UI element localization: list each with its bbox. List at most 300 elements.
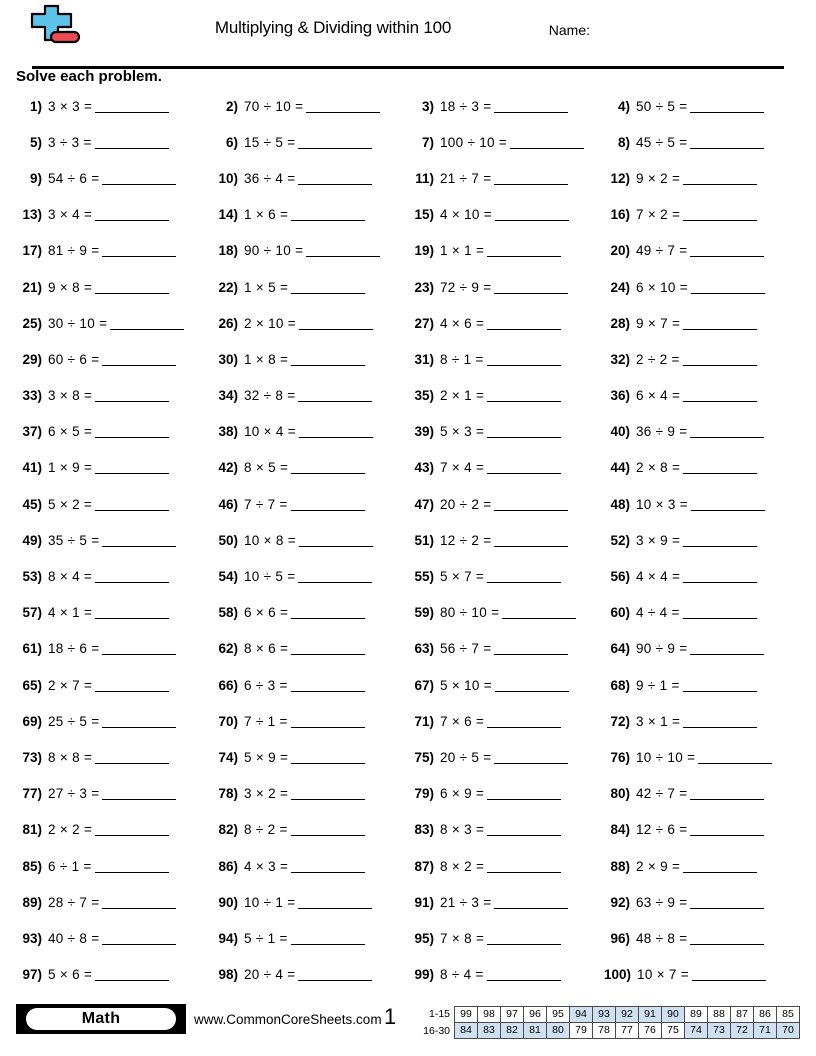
problem-expression: 20 ÷ 5 =	[440, 749, 492, 765]
problem-expression: 1 × 9 =	[48, 460, 93, 476]
problem-expression: 7 × 4 =	[440, 460, 485, 476]
answer-blank[interactable]	[291, 751, 365, 764]
scale-cell: 80	[547, 1023, 570, 1038]
problem-expression: 9 × 7 =	[636, 315, 681, 331]
problem-number: 81)	[22, 822, 42, 838]
problem-expression: 5 × 2 =	[48, 496, 93, 512]
problem-item	[212, 884, 408, 920]
answer-blank[interactable]	[102, 715, 176, 728]
problem-number: 13)	[22, 207, 42, 223]
problem-number: 66)	[218, 677, 238, 693]
problem-expression: 3 × 1 =	[636, 713, 681, 729]
problem-item	[16, 233, 212, 269]
scale-cell: 96	[524, 1007, 547, 1022]
problem-item	[212, 233, 408, 269]
problem-item	[604, 197, 800, 233]
problem-number: 2)	[225, 98, 238, 114]
answer-blank[interactable]	[95, 606, 169, 619]
answer-blank[interactable]	[95, 860, 169, 873]
answer-blank[interactable]	[291, 498, 365, 511]
answer-blank[interactable]	[291, 932, 365, 945]
problem-item	[408, 233, 604, 269]
problem-number: 44)	[610, 460, 630, 476]
problem-item	[16, 450, 212, 486]
answer-blank[interactable]	[487, 823, 561, 836]
problem-number: 24)	[610, 279, 630, 295]
problem-number: 4)	[617, 98, 630, 114]
answer-blank[interactable]	[299, 534, 373, 547]
problem-expression: 56 ÷ 7 =	[440, 641, 492, 657]
problem-item	[212, 739, 408, 775]
problem-item	[408, 812, 604, 848]
scale-cell: 98	[478, 1007, 501, 1022]
problem-item	[212, 957, 408, 993]
answer-blank[interactable]	[690, 425, 764, 438]
answer-blank[interactable]	[494, 642, 568, 655]
problem-number: 86)	[218, 858, 238, 874]
problem-number: 46)	[218, 496, 238, 512]
answer-blank[interactable]	[487, 570, 561, 583]
answer-blank[interactable]	[683, 570, 757, 583]
answer-blank[interactable]	[690, 100, 764, 113]
problem-number: 11)	[415, 170, 434, 186]
problem-number: 100)	[604, 967, 632, 983]
scale-cell: 82	[501, 1023, 524, 1038]
answer-blank[interactable]	[95, 100, 169, 113]
scale-cell: 92	[616, 1007, 639, 1022]
answer-blank[interactable]	[291, 606, 365, 619]
worksheet-footer	[16, 1004, 800, 1044]
problem-expression: 27 ÷ 3 =	[48, 786, 100, 802]
answer-blank[interactable]	[95, 679, 169, 692]
problem-number: 76)	[610, 749, 630, 765]
problem-expression: 8 × 2 =	[440, 858, 485, 874]
answer-blank[interactable]	[691, 281, 765, 294]
problem-expression: 7 × 6 =	[440, 713, 485, 729]
answer-blank[interactable]	[306, 244, 380, 257]
problem-item	[212, 197, 408, 233]
answer-blank[interactable]	[487, 715, 561, 728]
problem-expression: 8 ÷ 4 =	[440, 967, 484, 983]
problem-item	[408, 197, 604, 233]
problem-number: 71)	[414, 713, 434, 729]
problem-expression: 80 ÷ 10 =	[440, 605, 500, 621]
problem-expression: 30 ÷ 10 =	[48, 315, 108, 331]
answer-blank[interactable]	[298, 172, 372, 185]
problem-number: 55)	[414, 569, 434, 585]
answer-blank[interactable]	[683, 715, 757, 728]
problem-number: 40)	[610, 424, 630, 440]
problem-item	[212, 269, 408, 305]
problem-item	[212, 450, 408, 486]
problem-expression: 9 × 8 =	[48, 279, 93, 295]
answer-blank[interactable]	[494, 896, 568, 909]
problem-number: 50)	[218, 532, 238, 548]
problem-item	[212, 160, 408, 196]
problem-item	[212, 812, 408, 848]
problem-number: 52)	[610, 532, 630, 548]
problem-item	[212, 305, 408, 341]
problem-item	[16, 776, 212, 812]
answer-blank[interactable]	[510, 136, 584, 149]
answer-blank[interactable]	[291, 715, 365, 728]
problem-expression: 5 ÷ 1 =	[244, 930, 288, 946]
problem-number: 37)	[22, 424, 42, 440]
problem-item	[16, 884, 212, 920]
answer-blank[interactable]	[495, 679, 569, 692]
problem-expression: 8 ÷ 1 =	[440, 351, 484, 367]
problem-item	[408, 450, 604, 486]
answer-blank[interactable]	[690, 244, 764, 257]
problem-item	[604, 233, 800, 269]
problem-item	[604, 776, 800, 812]
answer-blank[interactable]	[690, 932, 764, 945]
problem-item	[408, 848, 604, 884]
problem-expression: 3 × 2 =	[244, 786, 289, 802]
scale-row	[414, 1006, 800, 1022]
answer-blank[interactable]	[487, 860, 561, 873]
answer-blank[interactable]	[291, 787, 365, 800]
problem-number: 38)	[218, 424, 238, 440]
answer-blank[interactable]	[291, 353, 365, 366]
answer-blank[interactable]	[494, 534, 568, 547]
answer-blank[interactable]	[683, 606, 757, 619]
answer-blank[interactable]	[95, 425, 169, 438]
answer-blank[interactable]	[683, 860, 757, 873]
answer-blank[interactable]	[299, 317, 373, 330]
answer-blank[interactable]	[95, 823, 169, 836]
answer-blank[interactable]	[291, 642, 365, 655]
problem-expression: 8 × 6 =	[244, 641, 289, 657]
problem-number: 28)	[610, 315, 630, 331]
answer-blank[interactable]	[692, 968, 766, 981]
scale-cell: 86	[754, 1007, 777, 1022]
problem-number: 42)	[218, 460, 238, 476]
scale-cell: 90	[662, 1007, 685, 1022]
problem-expression: 6 ÷ 3 =	[244, 677, 288, 693]
problem-number: 77)	[22, 786, 42, 802]
answer-blank[interactable]	[494, 172, 568, 185]
answer-blank[interactable]	[102, 787, 176, 800]
scale-cell: 74	[685, 1023, 708, 1038]
answer-blank[interactable]	[95, 570, 169, 583]
scale-cell: 91	[639, 1007, 662, 1022]
problem-item	[16, 522, 212, 558]
answer-blank[interactable]	[102, 172, 176, 185]
problem-item	[16, 269, 212, 305]
problem-item	[212, 595, 408, 631]
problem-expression: 90 ÷ 10 =	[244, 243, 304, 259]
problem-grid	[16, 88, 800, 993]
problem-item	[604, 739, 800, 775]
problem-number: 64)	[610, 641, 630, 657]
problem-number: 6)	[225, 134, 238, 150]
problem-expression: 4 × 1 =	[48, 605, 93, 621]
answer-blank[interactable]	[298, 389, 372, 402]
problem-number: 82)	[218, 822, 238, 838]
problem-item	[408, 124, 604, 160]
problem-expression: 63 ÷ 9 =	[636, 894, 688, 910]
answer-blank[interactable]	[502, 606, 576, 619]
answer-blank[interactable]	[298, 968, 372, 981]
problem-item	[212, 486, 408, 522]
problem-number: 95)	[414, 930, 434, 946]
problem-expression: 54 ÷ 6 =	[48, 170, 100, 186]
scale-cell: 71	[754, 1023, 777, 1038]
instructions-text: Solve each problem.	[16, 68, 162, 85]
answer-blank[interactable]	[95, 281, 169, 294]
answer-blank[interactable]	[683, 461, 757, 474]
problem-number: 96)	[610, 930, 630, 946]
problem-item	[604, 305, 800, 341]
page-number: 1	[384, 1004, 397, 1029]
problem-number: 75)	[414, 749, 434, 765]
site-url: www.CommonCoreSheets.com	[194, 1012, 382, 1027]
problem-item	[408, 88, 604, 124]
problem-expression: 72 ÷ 9 =	[440, 279, 492, 295]
problem-number: 61)	[22, 641, 42, 657]
answer-blank[interactable]	[102, 534, 176, 547]
problem-number: 36)	[610, 388, 630, 404]
answer-blank[interactable]	[698, 751, 772, 764]
problem-number: 25)	[22, 315, 42, 331]
answer-blank[interactable]	[487, 389, 561, 402]
answer-blank[interactable]	[683, 317, 757, 330]
answer-blank[interactable]	[95, 208, 169, 221]
scale-cell: 89	[685, 1007, 708, 1022]
scale-cell: 95	[547, 1007, 570, 1022]
answer-blank[interactable]	[494, 498, 568, 511]
problem-item	[408, 703, 604, 739]
answer-blank[interactable]	[291, 281, 365, 294]
problem-number: 80)	[610, 786, 630, 802]
answer-blank[interactable]	[690, 823, 764, 836]
answer-blank[interactable]	[683, 353, 757, 366]
problem-item	[408, 957, 604, 993]
problem-item	[604, 558, 800, 594]
problem-number: 18)	[218, 243, 238, 259]
answer-blank[interactable]	[306, 100, 380, 113]
scale-row-label: 16-30	[423, 1024, 450, 1037]
problem-number: 3)	[421, 98, 434, 114]
answer-blank[interactable]	[95, 461, 169, 474]
problem-item	[604, 124, 800, 160]
problem-expression: 15 ÷ 5 =	[244, 134, 296, 150]
answer-blank[interactable]	[690, 896, 764, 909]
answer-blank[interactable]	[291, 461, 365, 474]
answer-blank[interactable]	[102, 932, 176, 945]
problem-expression: 8 × 4 =	[48, 569, 93, 585]
problem-expression: 9 ÷ 1 =	[636, 677, 680, 693]
answer-blank[interactable]	[110, 317, 184, 330]
problem-item	[212, 631, 408, 667]
problem-expression: 90 ÷ 9 =	[636, 641, 688, 657]
problem-item	[408, 631, 604, 667]
answer-blank[interactable]	[298, 136, 372, 149]
answer-blank[interactable]	[95, 389, 169, 402]
problem-expression: 32 ÷ 8 =	[244, 388, 296, 404]
answer-blank[interactable]	[487, 244, 561, 257]
problem-expression: 10 × 7 =	[637, 967, 689, 983]
answer-blank[interactable]	[683, 208, 757, 221]
problem-expression: 10 × 8 =	[244, 532, 296, 548]
problem-number: 27)	[414, 315, 434, 331]
problem-number: 12)	[610, 170, 630, 186]
problem-number: 33)	[22, 388, 42, 404]
answer-blank[interactable]	[495, 208, 569, 221]
answer-blank[interactable]	[102, 244, 176, 257]
answer-blank[interactable]	[487, 425, 561, 438]
problem-number: 34)	[218, 388, 238, 404]
answer-blank[interactable]	[683, 679, 757, 692]
subject-badge-label: Math	[26, 1008, 176, 1030]
problem-number: 84)	[610, 822, 630, 838]
problem-expression: 5 × 9 =	[244, 749, 289, 765]
answer-blank[interactable]	[102, 896, 176, 909]
problem-item	[604, 703, 800, 739]
problem-item	[16, 558, 212, 594]
answer-blank[interactable]	[487, 932, 561, 945]
answer-blank[interactable]	[95, 136, 169, 149]
problem-item	[408, 884, 604, 920]
answer-blank[interactable]	[95, 751, 169, 764]
problem-expression: 12 ÷ 6 =	[636, 822, 688, 838]
problem-number: 94)	[218, 930, 238, 946]
problem-expression: 10 × 4 =	[244, 424, 296, 440]
answer-blank[interactable]	[494, 100, 568, 113]
problem-expression: 4 × 3 =	[244, 858, 289, 874]
answer-blank[interactable]	[298, 570, 372, 583]
problem-item	[212, 88, 408, 124]
problem-number: 8)	[617, 134, 630, 150]
scale-cells	[454, 1022, 800, 1039]
problem-number: 62)	[218, 641, 238, 657]
problem-item	[408, 486, 604, 522]
answer-blank[interactable]	[690, 136, 764, 149]
problem-number: 99)	[414, 967, 434, 983]
answer-blank[interactable]	[691, 498, 765, 511]
problem-item	[16, 667, 212, 703]
problem-expression: 5 × 7 =	[440, 569, 485, 585]
problem-expression: 8 × 5 =	[244, 460, 289, 476]
problem-expression: 7 × 2 =	[636, 207, 681, 223]
problem-number: 7)	[421, 134, 434, 150]
problem-number: 19)	[414, 243, 434, 259]
problem-item	[408, 667, 604, 703]
problem-number: 26)	[218, 315, 238, 331]
answer-blank[interactable]	[95, 968, 169, 981]
problem-item	[16, 957, 212, 993]
problem-expression: 6 × 4 =	[636, 388, 681, 404]
problem-expression: 20 ÷ 4 =	[244, 967, 296, 983]
problem-expression: 48 ÷ 8 =	[636, 930, 688, 946]
problem-expression: 10 ÷ 1 =	[244, 894, 296, 910]
answer-blank[interactable]	[291, 860, 365, 873]
answer-blank[interactable]	[487, 968, 561, 981]
problem-item	[212, 124, 408, 160]
problem-number: 16)	[610, 207, 630, 223]
scale-row-label: 1-15	[428, 1008, 450, 1020]
answer-blank[interactable]	[102, 353, 176, 366]
problem-item	[408, 776, 604, 812]
problem-item	[16, 486, 212, 522]
problem-expression: 9 × 2 =	[636, 170, 681, 186]
scale-cell: 93	[593, 1007, 616, 1022]
problem-item	[604, 269, 800, 305]
problem-number: 83)	[414, 822, 434, 838]
scale-cell: 77	[616, 1023, 639, 1038]
problem-number: 68)	[610, 677, 630, 693]
answer-blank[interactable]	[683, 172, 757, 185]
answer-blank[interactable]	[487, 317, 561, 330]
answer-blank[interactable]	[299, 425, 373, 438]
problem-number: 73)	[22, 749, 42, 765]
answer-blank[interactable]	[291, 208, 365, 221]
problem-number: 35)	[414, 388, 434, 404]
problem-item	[604, 450, 800, 486]
answer-blank[interactable]	[683, 389, 757, 402]
answer-blank[interactable]	[291, 679, 365, 692]
problem-expression: 8 ÷ 2 =	[244, 822, 288, 838]
problem-item	[604, 595, 800, 631]
problem-expression: 2 × 8 =	[636, 460, 681, 476]
answer-blank[interactable]	[291, 823, 365, 836]
problem-expression: 6 ÷ 1 =	[48, 858, 92, 874]
problem-expression: 36 ÷ 9 =	[636, 424, 688, 440]
problem-number: 78)	[218, 786, 238, 802]
problem-expression: 4 × 4 =	[636, 569, 681, 585]
problem-item	[16, 341, 212, 377]
problem-expression: 7 ÷ 1 =	[244, 713, 288, 729]
answer-blank[interactable]	[683, 534, 757, 547]
answer-blank[interactable]	[95, 498, 169, 511]
problem-expression: 8 × 3 =	[440, 822, 485, 838]
problem-number: 53)	[22, 569, 42, 585]
problem-number: 92)	[610, 894, 630, 910]
problem-item	[212, 667, 408, 703]
answer-blank[interactable]	[487, 353, 561, 366]
problem-item	[16, 124, 212, 160]
answer-blank[interactable]	[102, 642, 176, 655]
problem-expression: 21 ÷ 7 =	[440, 170, 492, 186]
problem-number: 93)	[22, 930, 42, 946]
name-label: Name:	[548, 22, 590, 38]
answer-blank[interactable]	[487, 461, 561, 474]
scale-cell: 72	[731, 1023, 754, 1038]
problem-item	[408, 378, 604, 414]
answer-blank[interactable]	[298, 896, 372, 909]
answer-blank[interactable]	[487, 787, 561, 800]
problem-expression: 1 × 1 =	[440, 243, 485, 259]
scale-row	[414, 1022, 800, 1039]
problem-item	[212, 522, 408, 558]
problem-expression: 45 ÷ 5 =	[636, 134, 688, 150]
problem-number: 97)	[22, 967, 42, 983]
problem-item	[408, 739, 604, 775]
problem-expression: 12 ÷ 2 =	[440, 532, 492, 548]
answer-blank[interactable]	[494, 751, 568, 764]
problem-item	[408, 160, 604, 196]
problem-item	[16, 595, 212, 631]
problem-item	[408, 595, 604, 631]
problem-item	[16, 812, 212, 848]
problem-expression: 2 ÷ 2 =	[636, 351, 680, 367]
answer-blank[interactable]	[494, 281, 568, 294]
answer-blank[interactable]	[690, 787, 764, 800]
problem-number: 32)	[610, 351, 630, 367]
answer-blank[interactable]	[690, 642, 764, 655]
scale-cell: 78	[593, 1023, 616, 1038]
